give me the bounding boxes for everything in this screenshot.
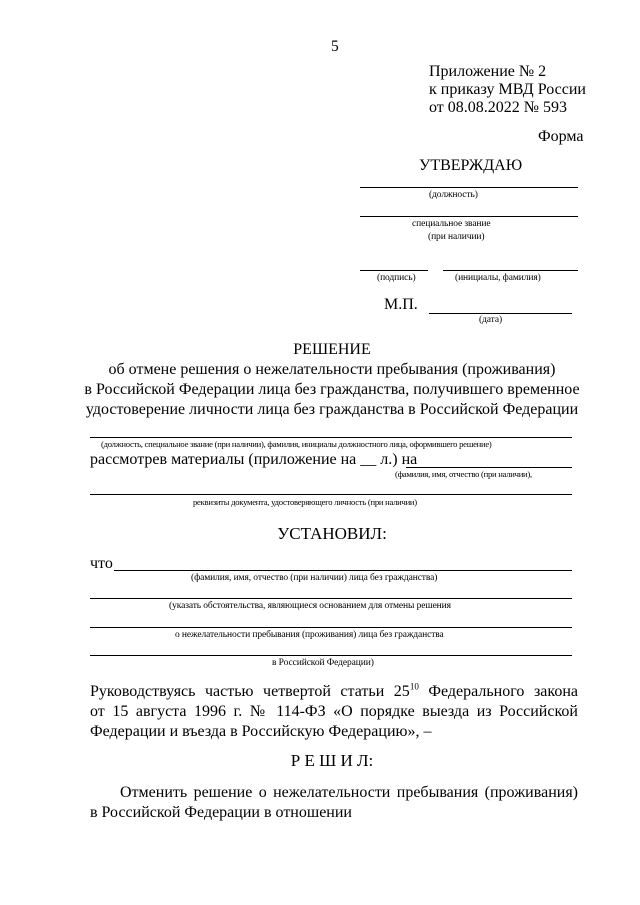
- decision-title: РЕШЕНИЕ: [293, 341, 371, 358]
- initials-caption: (инициалы, фамилия): [455, 273, 541, 283]
- stateless-caption: (фамилия, имя, отчество (при наличии) лица без гражданства): [191, 573, 438, 583]
- header-appendix: Приложение № 2: [429, 63, 547, 80]
- circumstances-line-2: [90, 627, 572, 628]
- circumstances-caption-1: (указать обстоятельства, являющиеся основанием для отмены решения: [169, 601, 451, 611]
- position-caption: (должность): [429, 190, 478, 200]
- cancel-line-2: в Российской Федерации в отношении: [90, 804, 352, 821]
- document-caption: реквизиты документа, удостоверяющего личность (при наличии): [193, 497, 417, 507]
- rank-line: [360, 216, 578, 217]
- stamp-label: М.П.: [384, 296, 418, 313]
- guided-line-1: [90, 683, 578, 701]
- official-caption: (должность, специальное звание (при наличии), фамилия, инициалы должностного лица, оформившего решение): [101, 439, 492, 449]
- established-title: УСТАНОВИЛ:: [277, 524, 387, 543]
- circumstances-line-3: [90, 655, 572, 656]
- that-word: что: [90, 555, 113, 572]
- stateless-person-line: [114, 570, 572, 571]
- header-date-number: от 08.08.2022 № 593: [429, 99, 568, 116]
- decision-subtitle-1: об отмене решения о нежелательности пребывания (проживания): [108, 361, 556, 378]
- review-person-line: [406, 467, 572, 468]
- date-line: [429, 313, 572, 314]
- guided-line-1-tail: Федерального закона: [418, 683, 578, 700]
- circumstances-line-1: [90, 598, 572, 599]
- cancel-line-1: Отменить решение о нежелательности пребывания (проживания): [120, 784, 578, 801]
- date-caption: (дата): [479, 315, 503, 325]
- person-caption: (фамилия, имя, отчество (при наличии),: [395, 469, 532, 479]
- form-label: Форма: [538, 128, 584, 145]
- rank-caption-2: (при наличии): [428, 232, 485, 242]
- guided-line-2: от 15 августа 1996 г. № 114-ФЗ «О порядке выезда из Российской: [90, 703, 578, 720]
- document-line: [90, 494, 572, 495]
- header-order: к приказу МВД России: [429, 81, 586, 98]
- approve-title: УТВЕРЖДАЮ: [419, 157, 523, 174]
- position-line: [360, 187, 578, 188]
- circumstances-caption-3: в Российской Федерации): [272, 658, 374, 668]
- review-line: рассмотрев материалы (приложение на __ л.) на: [90, 451, 418, 468]
- signature-line: [360, 270, 428, 271]
- official-line: [90, 437, 572, 438]
- signature-caption: (подпись): [377, 273, 416, 283]
- decided-title: Р Е Ш И Л:: [290, 751, 374, 770]
- decision-subtitle-2: в Российской Федерации лица без гражданства, получившего временное: [84, 381, 580, 398]
- guided-line-3: Федерации и въезда в Российскую Федерацию», –: [90, 723, 432, 740]
- guided-line-1-text: Руководствуясь частью четвертой статьи 25: [90, 683, 410, 700]
- rank-caption-1: специальное звание: [412, 219, 491, 229]
- circumstances-caption-2: о нежелательности пребывания (проживания) лица без гражданства: [175, 630, 444, 640]
- decision-subtitle-3: удостоверение личности лица без гражданства в Российской Федерации: [85, 401, 579, 418]
- page-number: 5: [331, 38, 339, 55]
- initials-line: [443, 270, 578, 271]
- article-superscript: 10: [409, 681, 419, 692]
